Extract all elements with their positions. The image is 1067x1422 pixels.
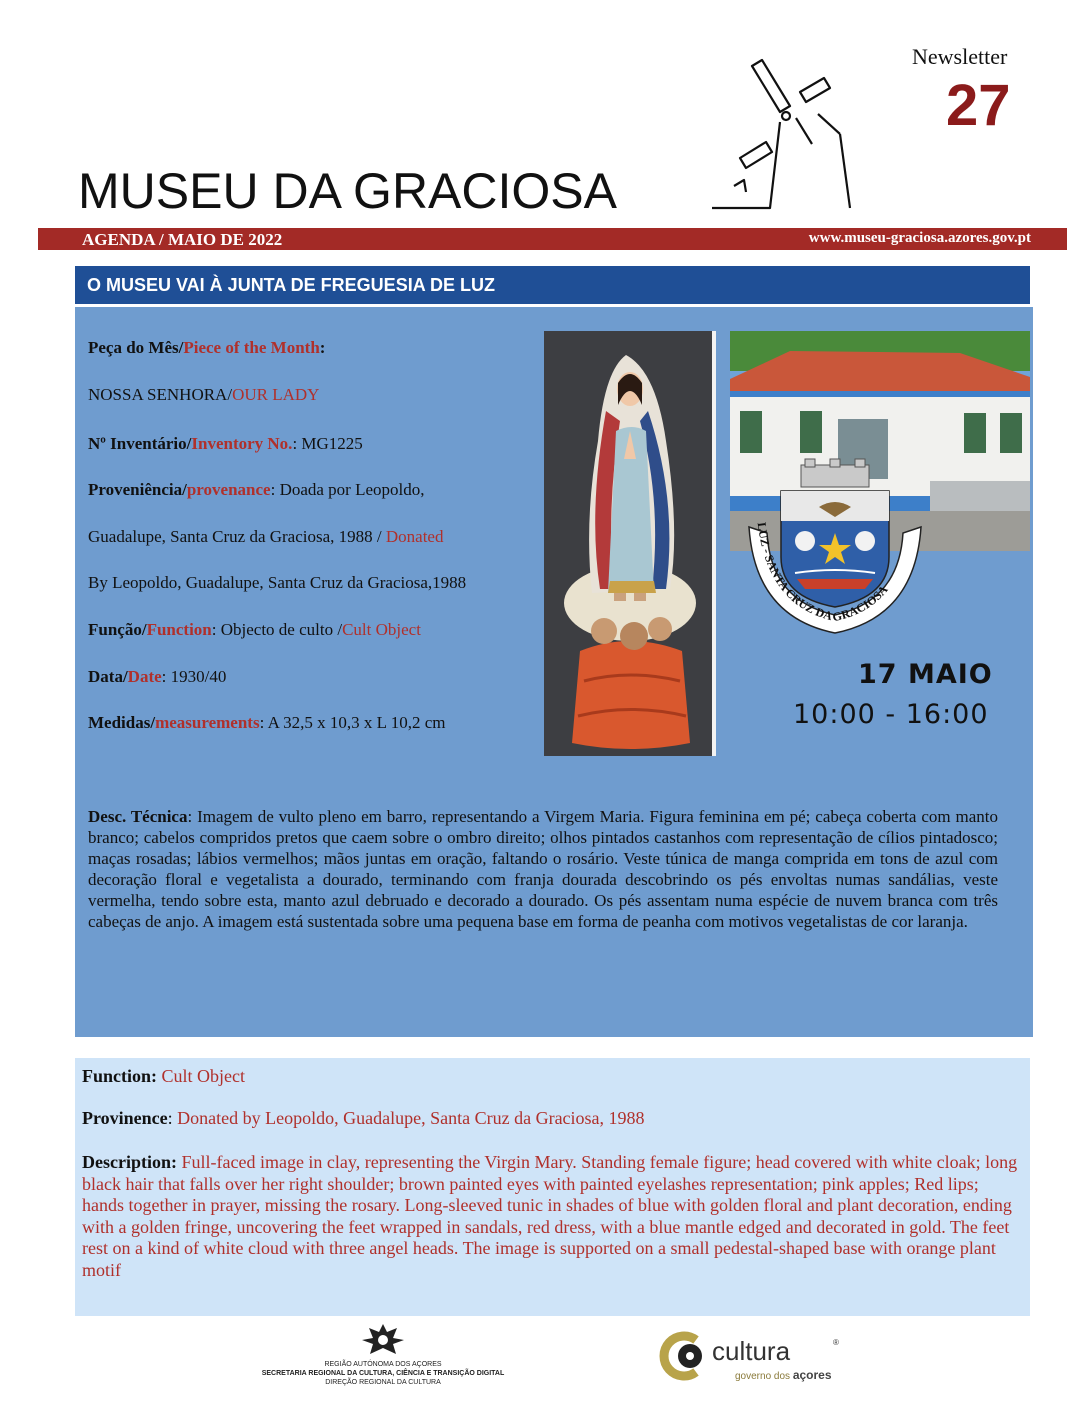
- svg-text:LUZ - SANTA CRUZ DA GRACIOSA: [755, 521, 891, 624]
- date-line: [88, 667, 226, 687]
- inventory-label-pt: Nº Inventário/: [88, 434, 192, 453]
- website-link[interactable]: www.museu-graciosa.azores.gov.pt: [808, 230, 1031, 246]
- function-label-pt: Função/: [88, 620, 147, 639]
- inventory-value: : MG1225: [292, 434, 363, 453]
- piece-name-en: OUR LADY: [232, 385, 320, 404]
- cultura-subtitle: [735, 1368, 832, 1382]
- date-label-pt: Data/: [88, 667, 128, 686]
- inventory-line: [88, 434, 363, 454]
- measures-label-en: measurements: [155, 713, 260, 732]
- provenance-line: [88, 480, 425, 500]
- provenance-line-2: [88, 527, 443, 547]
- provenance-line-3: By Leopoldo, Guadalupe, Santa Cruz da Graciosa,1988: [88, 573, 467, 592]
- agenda-bar: [38, 228, 1067, 250]
- provenance-label-en: provenance: [186, 480, 271, 499]
- piece-of-month-line: [88, 338, 325, 358]
- provenance-value: : Doada por Leopoldo,: [270, 480, 425, 499]
- en-provenance-label: Provinence: [82, 1108, 168, 1128]
- piece-label-pt: Peça do Mês/: [88, 338, 184, 357]
- event-time: 10:00 - 16:00: [793, 699, 989, 730]
- newsletter-label: Newsletter: [912, 44, 1008, 69]
- date-label-en: Date: [127, 667, 162, 686]
- function-line: [88, 620, 421, 640]
- cultura-logo-icon: [656, 1330, 708, 1382]
- registered-mark: ®: [833, 1338, 839, 1347]
- date-value: : 1930/40: [161, 667, 227, 686]
- gov-line-3: DIREÇÃO REGIONAL DA CULTURA: [325, 1379, 441, 1386]
- function-value: : Objecto de culto /: [211, 620, 343, 639]
- windmill-logo-icon: [700, 56, 860, 216]
- main-panel: [75, 307, 1033, 1037]
- crest-caption-text: LUZ - SANTA CRUZ DA GRACIOSA: [754, 521, 891, 625]
- agenda-label: AGENDA / MAIO DE 2022: [82, 230, 283, 249]
- technical-description-label: Desc. Técnica: [88, 807, 188, 826]
- function-label-en: Function: [146, 620, 212, 639]
- technical-description: [88, 806, 998, 932]
- en-description-value: Full-faced image in clay, representing the Virgin Mary. Standing female figure; head covered with white cloak; long black hair that falls over her right shoulder; brown painted eyes with painted eyelashes representation; pink apples; Red lips; hands together in prayer, missing the rosary. Long-sleeved tunic in shades of blue with golden floral and plant decoration, ending with a golden fringe, uncovering the feet wrapped in sandals, red dress, with a blue mantle edged and decorated in gold. The feet rest on a kind of white cloud with three angel heads. The image is supported on a small pedestal-shaped base with orange plant motif: [82, 1152, 1018, 1280]
- section-title: O MUSEU VAI À JUNTA DE FREGUESIA DE LUZ: [87, 275, 496, 295]
- en-function-label: Function:: [82, 1066, 158, 1086]
- technical-description-text: : Imagem de vulto pleno em barro, representando a Virgem Maria. Figura feminina em pé; cabeça coberta com manto branco; cabelos compridos pretos que caem sobre o ombro direito; olhos pintados castanhos com representação de cílios pintadosco; maças rosadas; lábios vermelhos; mãos juntas em oração, faltando o rosário. Veste túnica de manga comprida em tons de azul com decoração floral e vegetalista a dourado, terminando com franja dourada descobrindo os pés envoltas numas sandálias, veste vermelha, tendo sobre esta, manto azul debruado e decorado a dourado. Os pés assentam numa espécie de nuvem branca com três cabeças de anjo. A imagem está sustentada sobre uma pequena base em forma de peanha com motivos vegetalistas de cor laranja.: [88, 807, 998, 931]
- en-function-value: Cult Object: [157, 1066, 246, 1086]
- newsletter-number: 27: [946, 73, 1011, 138]
- provenance-en-1: Donated: [385, 527, 444, 546]
- piece-name-line: [88, 385, 319, 405]
- statue-photo: [544, 331, 716, 756]
- piece-label-colon: :: [319, 338, 326, 357]
- crest-caption: [735, 457, 935, 657]
- cultura-sub-1: governo dos: [735, 1371, 793, 1382]
- piece-name-pt: NOSSA SENHORA/: [88, 385, 233, 404]
- en-provenance-colon: :: [167, 1108, 173, 1128]
- cultura-word: cultura: [712, 1336, 791, 1366]
- en-description: [82, 1152, 1025, 1282]
- english-panel: [75, 1058, 1030, 1316]
- inventory-label-en: Inventory No.: [191, 434, 293, 453]
- gov-credits: [258, 1360, 508, 1387]
- page-title: MUSEU DA GRACIOSA: [78, 163, 617, 219]
- function-en: Cult Object: [342, 620, 421, 639]
- en-provenance-value: Donated by Leopoldo, Guadalupe, Santa Cruz da Graciosa, 1988: [172, 1108, 645, 1128]
- en-description-label: Description:: [82, 1152, 177, 1172]
- event-date: 17 MAIO: [858, 659, 993, 690]
- measures-label-pt: Medidas/: [88, 713, 156, 732]
- azores-emblem-icon: [360, 1322, 406, 1358]
- en-function-line: [82, 1066, 245, 1087]
- measurements-line: [88, 713, 445, 733]
- gov-line-2: SECRETARIA REGIONAL DA CULTURA, CIÊNCIA E TRANSIÇÃO DIGITAL: [261, 1370, 505, 1377]
- section-header: [75, 266, 1030, 304]
- measures-value: : A 32,5 x 10,3 x L 10,2 cm: [259, 713, 446, 732]
- cultura-sub-2: açores: [792, 1368, 832, 1382]
- gov-line-1: REGIÃO AUTÓNOMA DOS AÇORES: [324, 1361, 442, 1368]
- en-provenance-line: [82, 1108, 645, 1129]
- piece-label-en: Piece of the Month: [183, 338, 320, 357]
- provenance-label-pt: Proveniência/: [88, 480, 187, 499]
- provenance-value-2: Guadalupe, Santa Cruz da Graciosa, 1988 /: [88, 527, 386, 546]
